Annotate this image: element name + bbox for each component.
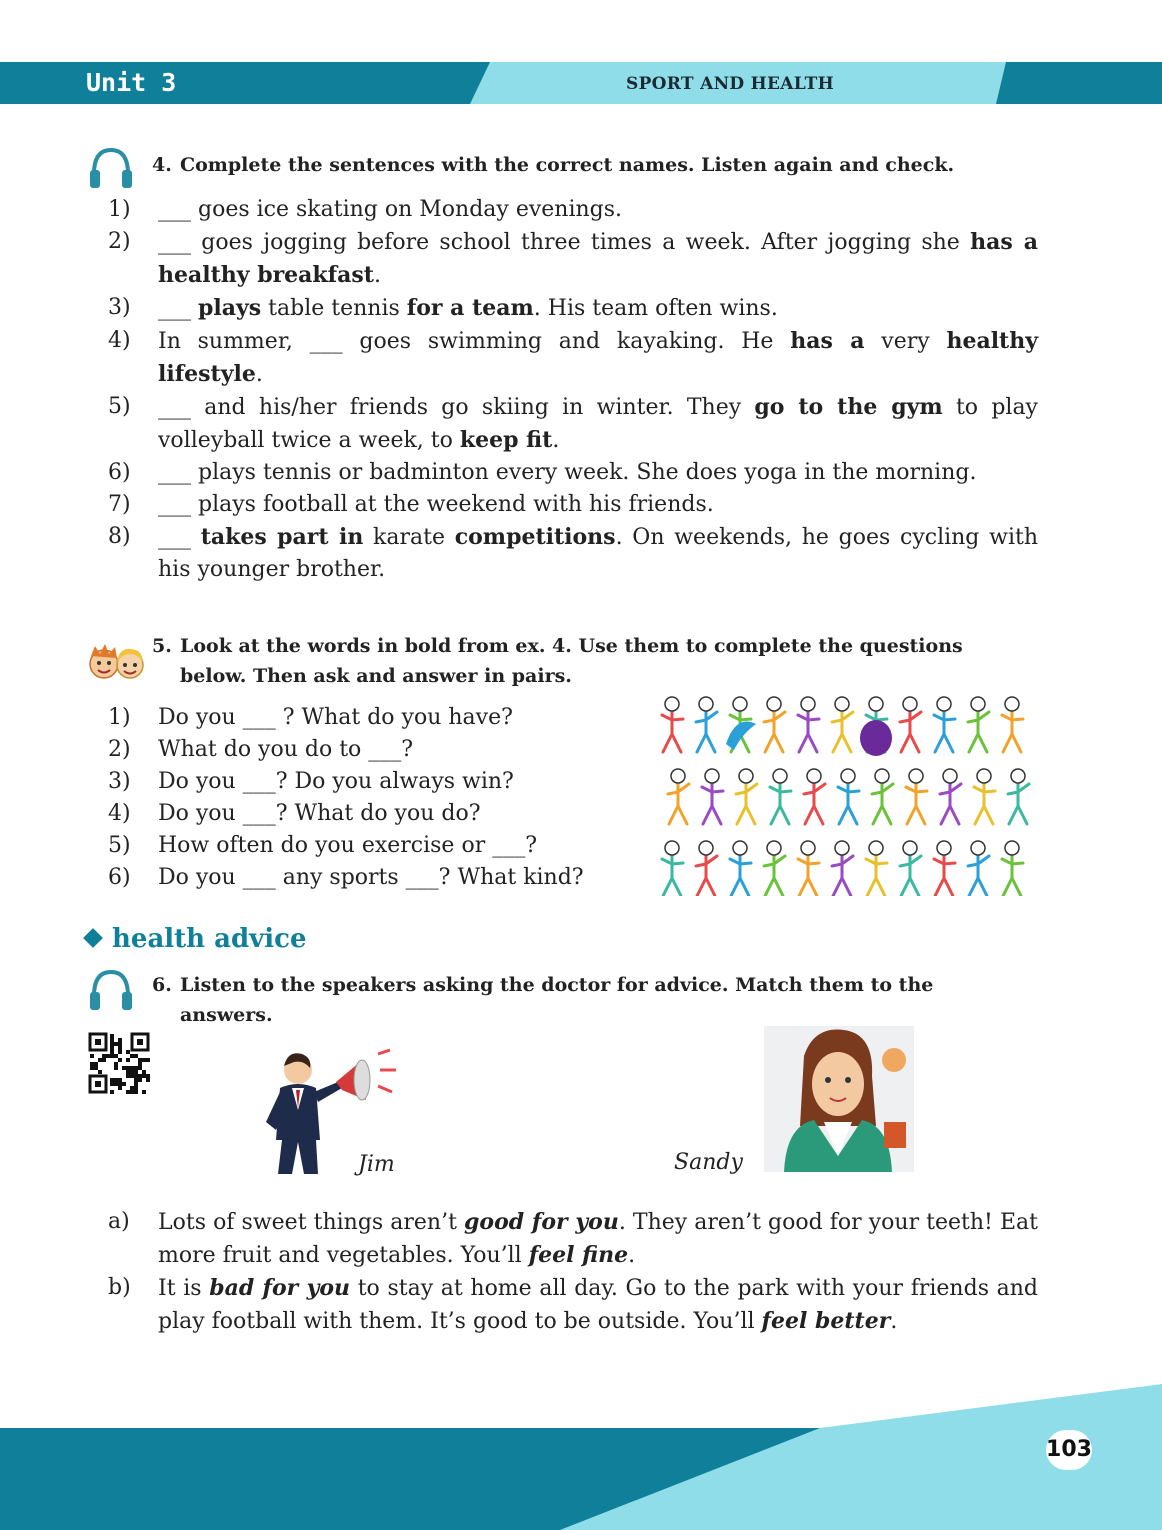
stick-figure <box>804 769 825 824</box>
ex4-item-text: ___ takes part in karate competitions. On weekends, he goes cycling with his younger brother. <box>158 524 1038 582</box>
ex4-instruction: 4. Complete the sentences with the correct names. Listen again and check. <box>152 154 955 176</box>
ex4-item <box>108 521 1038 586</box>
ex6-answer-item-number: b) <box>108 1275 131 1300</box>
ex4-item-text: In summer, ___ goes swimming and kayaking. He has a very healthy lifestyle. <box>158 328 1038 387</box>
ex4-item-text: ___ goes jogging before school three times a week. After jogging she has a healthy breakfast. <box>158 229 1038 288</box>
ex5-item-text: Do you ___? What do you do? <box>158 801 481 826</box>
stick-figure <box>798 841 819 896</box>
ex4-item-text: ___ plays tennis or badminton every week. She does yoga in the morning. <box>158 460 977 485</box>
ex4-item <box>108 457 1038 489</box>
stick-figure <box>968 841 989 896</box>
ex5-list <box>108 702 668 894</box>
stick-figure <box>838 769 859 824</box>
stick-figure <box>832 841 853 896</box>
stick-figure <box>662 697 683 752</box>
stick-figure <box>764 841 785 896</box>
ex4-item <box>108 325 1038 391</box>
ex4-item <box>108 226 1038 292</box>
caption-sandy: Sandy <box>674 1150 743 1175</box>
ex4-item-number: 1) <box>108 197 131 222</box>
ex5-item-text: How often do you exercise or ___? <box>158 833 537 858</box>
stick-figure <box>906 769 927 824</box>
ex5-item <box>108 862 668 894</box>
sandy-illustration <box>764 1026 914 1172</box>
ex5-item-text: Do you ___ ? What do you have? <box>158 705 513 730</box>
ex6-answer-item-number: a) <box>108 1209 130 1234</box>
qr-code-icon[interactable] <box>88 1032 150 1094</box>
stick-figure <box>668 769 689 824</box>
ex4-item-number: 2) <box>108 229 131 254</box>
ex5-item-number: 6) <box>108 865 131 890</box>
stick-figure <box>1008 769 1029 824</box>
ex4-list <box>108 194 1038 586</box>
ex5-item-text: What do you do to ___? <box>158 737 414 762</box>
ex5-item <box>108 798 668 830</box>
ex4-item-text: ___ and his/her friends go skiing in winter. They go to the gym to play volleyball twice a week, to keep fit. <box>158 394 1038 453</box>
stick-figure <box>934 697 955 752</box>
stick-figure <box>832 697 853 752</box>
ex5-item-text: Do you ___ any sports ___? What kind? <box>158 865 584 890</box>
stick-figure <box>940 769 961 824</box>
stick-figure <box>662 841 683 896</box>
stick-figure <box>696 697 717 752</box>
ex6-answer-item-text: It is bad for you to stay at home all day. Go to the park with your friends and play football with them. It’s good to be outside. You’ll feel better. <box>158 1275 1039 1334</box>
ex5-item <box>108 766 668 798</box>
caption-jim: Jim <box>358 1152 395 1177</box>
ex4-item <box>108 391 1038 457</box>
page-number: 103 <box>1046 1430 1092 1470</box>
ex5-item-number: 5) <box>108 833 131 858</box>
unit-title: SPORT AND HEALTH <box>626 74 834 94</box>
ex6-answers <box>108 1206 1038 1338</box>
ex6-answer-item-text: Lots of sweet things aren’t good for you. They aren’t good for your teeth! Eat more fruit and vegetables. You’ll feel fine. <box>158 1209 1038 1268</box>
ex4-item <box>108 292 1038 325</box>
ex4-item-number: 5) <box>108 394 131 419</box>
stick-figure <box>730 841 751 896</box>
ex4-item-number: 7) <box>108 492 131 517</box>
stick-figure <box>770 769 791 824</box>
ex4-item <box>108 489 1038 521</box>
stick-figure <box>764 697 785 752</box>
ex5-item-text: Do you ___? Do you always win? <box>158 769 514 794</box>
ex5-item <box>108 830 668 862</box>
diamond-bullet-icon <box>83 928 103 948</box>
ex5-item-number: 4) <box>108 801 131 826</box>
ex6-answer-item <box>108 1272 1038 1338</box>
stick-figure <box>1002 841 1023 896</box>
stick-figure <box>696 841 717 896</box>
ex4-item-text: ___ goes ice skating on Monday evenings. <box>158 197 623 222</box>
kids-faces-icon <box>86 638 148 684</box>
stick-figure <box>702 769 723 824</box>
ex5-item-number: 3) <box>108 769 131 794</box>
stick-figure <box>866 841 887 896</box>
stick-figure <box>900 841 921 896</box>
headphones-icon <box>88 146 134 190</box>
stick-figure <box>798 697 819 752</box>
stick-figure <box>968 697 989 752</box>
ex4-item-text: ___ plays table tennis for a team. His team often wins. <box>158 295 778 321</box>
stick-figure <box>1002 697 1023 752</box>
stick-figure <box>900 697 921 752</box>
footer-bar <box>0 1384 1162 1530</box>
stick-figure <box>974 769 995 824</box>
ex6-answer-item <box>108 1206 1038 1272</box>
ex5-item-number: 1) <box>108 705 131 730</box>
ex6-instruction: 6. Listen to the speakers asking the doctor for advice. Match them to the answers. <box>152 974 934 1026</box>
unit-label: Unit 3 <box>86 68 177 97</box>
ex4-item-text: ___ plays football at the weekend with his friends. <box>158 492 714 517</box>
headphones-icon <box>88 968 134 1012</box>
ex5-item <box>108 734 668 766</box>
stick-figure <box>872 769 893 824</box>
ex5-instruction: 5. Look at the words in bold from ex. 4. Use them to complete the questions below. Then ask and answer in pairs. <box>152 635 963 687</box>
ex5-item-number: 2) <box>108 737 131 762</box>
section-title: health advice <box>86 924 307 954</box>
stick-figure <box>934 841 955 896</box>
ex4-item-number: 8) <box>108 524 131 549</box>
ex4-item <box>108 194 1038 226</box>
sports-figures-illustration <box>656 684 1038 896</box>
ex4-item-number: 3) <box>108 295 131 320</box>
ex4-item-number: 6) <box>108 460 131 485</box>
ex5-item <box>108 702 668 734</box>
stick-figure <box>736 769 757 824</box>
ex4-item-number: 4) <box>108 328 131 353</box>
